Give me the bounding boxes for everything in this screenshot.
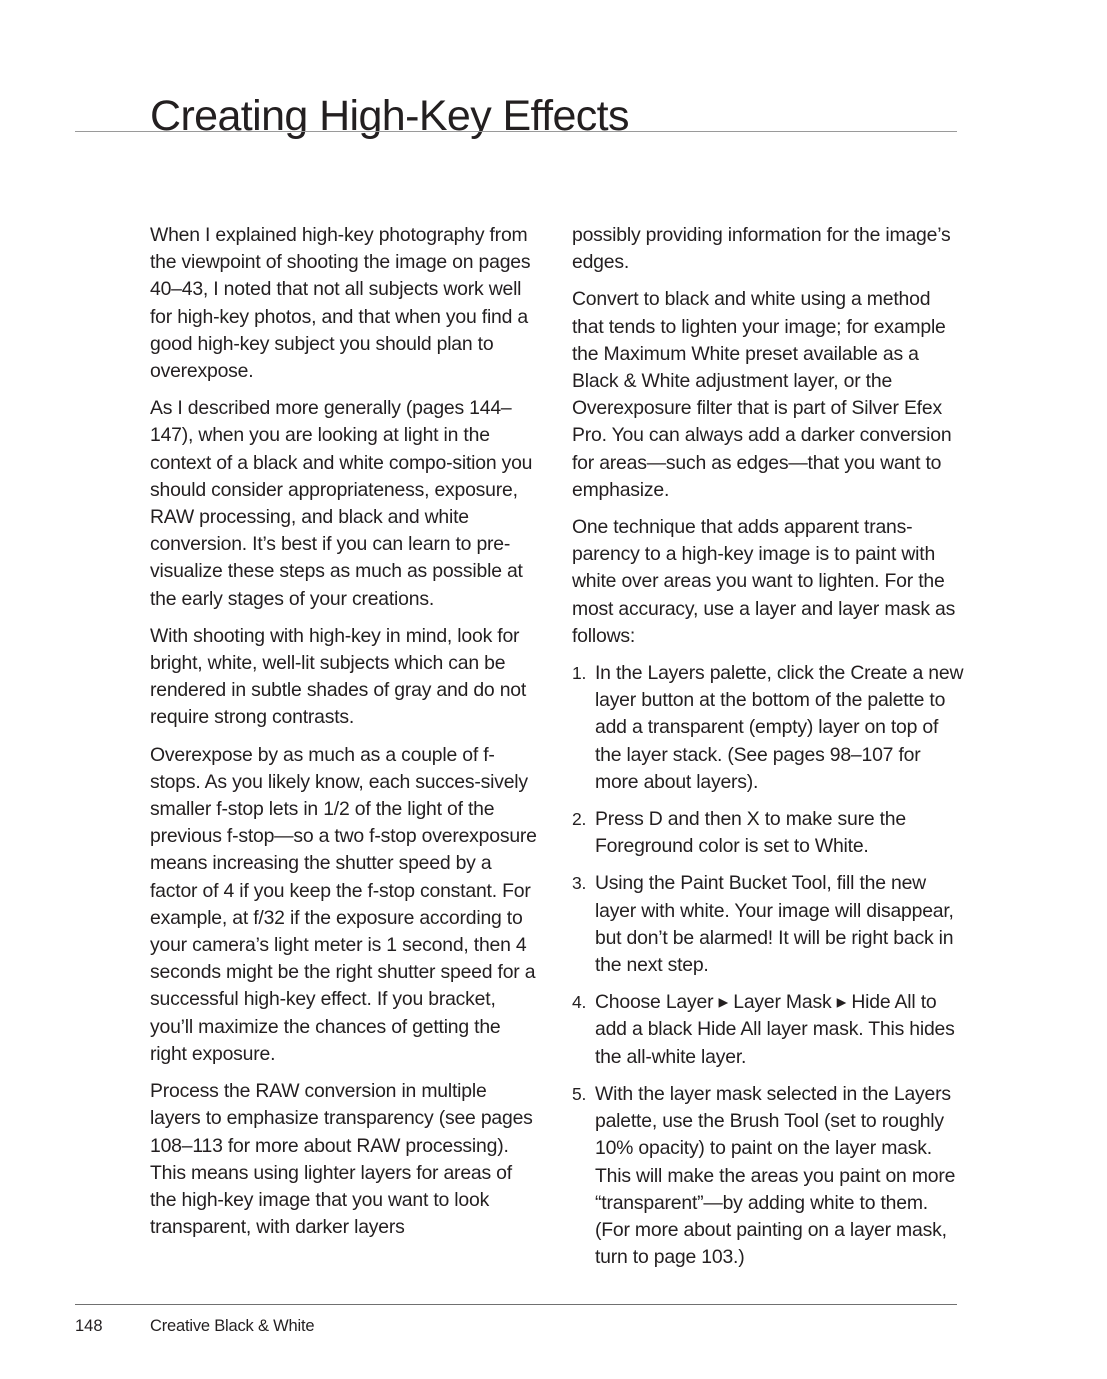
paragraph: When I explained high-key photography from the viewpoint of shooting the image on pages 40–43, I noted that not all subjects work well for high-key photos, and that when you find a good high-key subject you should plan to overexpose. [150, 224, 531, 383]
step-number: 3. [572, 873, 587, 894]
step-number: 5. [572, 1083, 587, 1104]
step-number: 1. [572, 663, 587, 684]
step-item [572, 870, 964, 979]
paragraph: As I described more generally (pages 144–147), when you are looking at light in the context of a black and white compo-sition you should consider appropriateness, exposure, RAW processing, and black and white conversion. It’s best if you can learn to pre-visualize these steps as much as possible at the early stages of your creations. [150, 397, 533, 610]
step-text: Choose Layer ▸ Layer Mask ▸ Hide All to add a black Hide All layer mask. This hides the all-white layer. [595, 991, 955, 1068]
page-title: Creating High-Key Effects [150, 92, 629, 140]
paragraph: One technique that adds apparent trans-parency to a high-key image is to paint with white over areas you want to lighten. For the most accuracy, use a layer and layer mask as follows: [572, 516, 956, 647]
title-rule [75, 131, 957, 132]
step-item [572, 806, 964, 860]
step-number: 2. [572, 809, 587, 830]
step-text: In the Layers palette, click the Create a new layer button at the bottom of the palette to add a transparent (empty) layer on top of the layer stack. (See pages 98–107 for more about layers). [595, 662, 964, 793]
step-text: With the layer mask selected in the Layers palette, use the Brush Tool (set to roughly 10% opacity) to paint on the layer mask. This will make the areas you paint on more “transparent”—by adding white to them. (For more about painting on a layer mask, turn to page 103.) [595, 1082, 956, 1269]
paragraph: With shooting with high-key in mind, look for bright, white, well-lit subjects which can be rendered in subtle shades of gray and do not require strong contrasts. [150, 624, 527, 729]
paragraph: possibly providing information for the image’s edges. [572, 224, 951, 274]
paragraph: Process the RAW conversion in multiple layers to emphasize transparency (see pages 108–113 for more about RAW processing). This means using lighter layers for areas of the high-key image that you want to look transparent, with darker layers [150, 1080, 533, 1239]
steps-list [572, 660, 964, 1271]
step-item [572, 1081, 964, 1271]
step-text: Press D and then X to make sure the Foreground color is set to White. [595, 808, 906, 858]
running-footer: Creative Black & White [150, 1317, 315, 1335]
paragraph: Convert to black and white using a method that tends to lighten your image; for example the Maximum White preset available as a Black & White adjustment layer, or the Overexposure filter that is part of Silver Efex Pro. You can always add a darker conversion for areas—such as edges—that you want to emphasize. [572, 288, 952, 501]
step-item [572, 660, 964, 796]
page-number: 148 [75, 1317, 103, 1335]
footer-rule [75, 1304, 957, 1305]
right-column [572, 222, 964, 1281]
paragraph: Overexpose by as much as a couple of f-stops. As you likely know, each succes-sively smaller f-stop lets in 1/2 of the light of the previous f-stop—so a two f-stop overexposure means increasing the shutter speed by a factor of 4 if you keep the f-stop constant. For example, at f/32 if the exposure according to your camera’s light meter is 1 second, then 4 seconds might be the right shutter speed for a successful high-key effect. If you bracket, you’ll maximize the chances of getting the right exposure. [150, 743, 537, 1065]
step-number: 4. [572, 992, 587, 1013]
left-column [150, 222, 542, 1251]
step-item [572, 989, 964, 1071]
step-text: Using the Paint Bucket Tool, fill the new layer with white. Your image will disappear, but don’t be alarmed! It will be right back in the next step. [595, 872, 954, 977]
